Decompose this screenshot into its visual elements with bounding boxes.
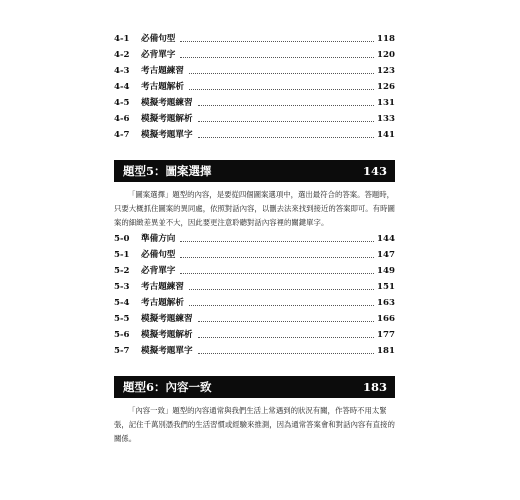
dot-leader bbox=[180, 256, 374, 258]
toc-entry-page: 126 bbox=[377, 82, 395, 92]
toc-entry-page: 141 bbox=[377, 130, 395, 140]
toc-entry-page: 144 bbox=[377, 234, 395, 244]
toc-entry-number: 5-6 bbox=[114, 330, 130, 340]
toc-entry-number: 5-7 bbox=[114, 346, 130, 356]
chapter-5-intro: 「圖案選擇」題型的內容，是要從四個圖案選項中，選出最符合的答案。答題時，只要大概抓住圖案的異同處，依照對話內容，以刪去法來找到接近的答案即可。有時圖案的細緻差異並不大，因此要更注意聆聽對話內容裡的關鍵單字。 bbox=[114, 190, 395, 227]
dot-leader bbox=[189, 72, 374, 74]
dot-leader bbox=[198, 120, 374, 122]
toc-entry[interactable] bbox=[114, 263, 395, 279]
toc-entry-number: 5-2 bbox=[114, 266, 130, 276]
chapter-title: 題型6：內容一致 bbox=[123, 380, 212, 394]
toc-entry-number: 4-7 bbox=[114, 130, 130, 140]
toc-entry[interactable] bbox=[114, 231, 395, 247]
toc-entry[interactable] bbox=[114, 63, 395, 79]
toc-entry-title: 模擬考題解析 bbox=[141, 330, 193, 340]
toc-entry-title: 考古題練習 bbox=[141, 282, 184, 292]
dot-leader bbox=[189, 288, 374, 290]
toc-entry-number: 4-3 bbox=[114, 66, 130, 76]
toc-entry-title: 考古題解析 bbox=[141, 298, 184, 308]
toc-entry-title: 模擬考題練習 bbox=[141, 98, 193, 108]
toc-entry-number: 4-4 bbox=[114, 82, 130, 92]
toc-entry-page: 166 bbox=[377, 314, 395, 324]
toc-entry-title: 考古題練習 bbox=[141, 66, 184, 76]
dot-leader bbox=[189, 88, 374, 90]
toc-entry-page: 133 bbox=[377, 114, 395, 124]
dot-leader bbox=[198, 352, 374, 354]
toc-entry-number: 4-1 bbox=[114, 34, 130, 44]
toc-entry-title: 模擬考題解析 bbox=[141, 114, 193, 124]
chapter-page-number: 183 bbox=[362, 380, 387, 394]
toc-entry-page: 123 bbox=[377, 66, 395, 76]
dot-leader bbox=[198, 320, 374, 322]
dot-leader bbox=[198, 336, 374, 338]
toc-entry-page: 151 bbox=[377, 282, 395, 292]
toc-entry-title: 必備句型 bbox=[141, 34, 176, 44]
toc-entry-title: 準備方向 bbox=[141, 234, 176, 244]
toc-entry-title: 模擬考題單字 bbox=[141, 346, 193, 356]
toc-entry-number: 5-3 bbox=[114, 282, 130, 292]
toc-entry-title: 必背單字 bbox=[141, 50, 176, 60]
toc-entry-page: 147 bbox=[377, 250, 395, 260]
toc-entry[interactable] bbox=[114, 127, 395, 143]
dot-leader bbox=[180, 240, 374, 242]
toc-entry[interactable] bbox=[114, 247, 395, 263]
toc-entry-title: 考古題解析 bbox=[141, 82, 184, 92]
toc-entry[interactable] bbox=[114, 327, 395, 343]
chapter-page-number: 143 bbox=[362, 164, 387, 178]
dot-leader bbox=[180, 40, 374, 42]
toc-entry-title: 模擬考題單字 bbox=[141, 130, 193, 140]
toc-entry-number: 4-5 bbox=[114, 98, 130, 108]
dot-leader bbox=[180, 56, 374, 58]
toc-entry[interactable] bbox=[114, 95, 395, 111]
toc-entry-title: 必備句型 bbox=[141, 250, 176, 260]
toc-entry[interactable] bbox=[114, 295, 395, 311]
toc-entry-page: 149 bbox=[377, 266, 395, 276]
toc-entry-page: 177 bbox=[377, 330, 395, 340]
toc-entry-number: 4-6 bbox=[114, 114, 130, 124]
toc-entry-page: 163 bbox=[377, 298, 395, 308]
toc-entry-page: 120 bbox=[377, 50, 395, 60]
toc-entry-title: 必背單字 bbox=[141, 266, 176, 276]
toc-entry[interactable] bbox=[114, 343, 395, 359]
dot-leader bbox=[198, 136, 374, 138]
chapter-6-header[interactable] bbox=[114, 376, 395, 398]
dot-leader bbox=[189, 304, 374, 306]
toc-entry-number: 5-1 bbox=[114, 250, 130, 260]
toc-entry-page: 181 bbox=[377, 346, 395, 356]
toc-entry[interactable] bbox=[114, 111, 395, 127]
toc-entry[interactable] bbox=[114, 47, 395, 63]
toc-entry-number: 4-2 bbox=[114, 50, 130, 60]
chapter-5-header[interactable] bbox=[114, 160, 395, 182]
toc-entry-title: 模擬考題練習 bbox=[141, 314, 193, 324]
toc-entry-number: 5-0 bbox=[114, 234, 130, 244]
toc-entry-number: 5-4 bbox=[114, 298, 130, 308]
toc-list-chapter-5 bbox=[114, 231, 395, 359]
toc-entry[interactable] bbox=[114, 31, 395, 47]
toc-list-section-4 bbox=[114, 31, 395, 143]
dot-leader bbox=[180, 272, 374, 274]
toc-entry-page: 131 bbox=[377, 98, 395, 108]
dot-leader bbox=[198, 104, 374, 106]
toc-entry[interactable] bbox=[114, 279, 395, 295]
toc-entry-number: 5-5 bbox=[114, 314, 130, 324]
chapter-title: 題型5：圖案選擇 bbox=[123, 164, 212, 178]
toc-entry-page: 118 bbox=[377, 34, 395, 44]
toc-entry[interactable] bbox=[114, 79, 395, 95]
chapter-6-intro: 「內容一致」題型的內容通常與我們生活上常遇到的狀況有關，作答時不用太緊張，記住千萬別憑我們的生活習慣或經驗來推測，因為通常答案會和對話內容有直接的關係。 bbox=[114, 406, 395, 443]
toc-entry[interactable] bbox=[114, 311, 395, 327]
